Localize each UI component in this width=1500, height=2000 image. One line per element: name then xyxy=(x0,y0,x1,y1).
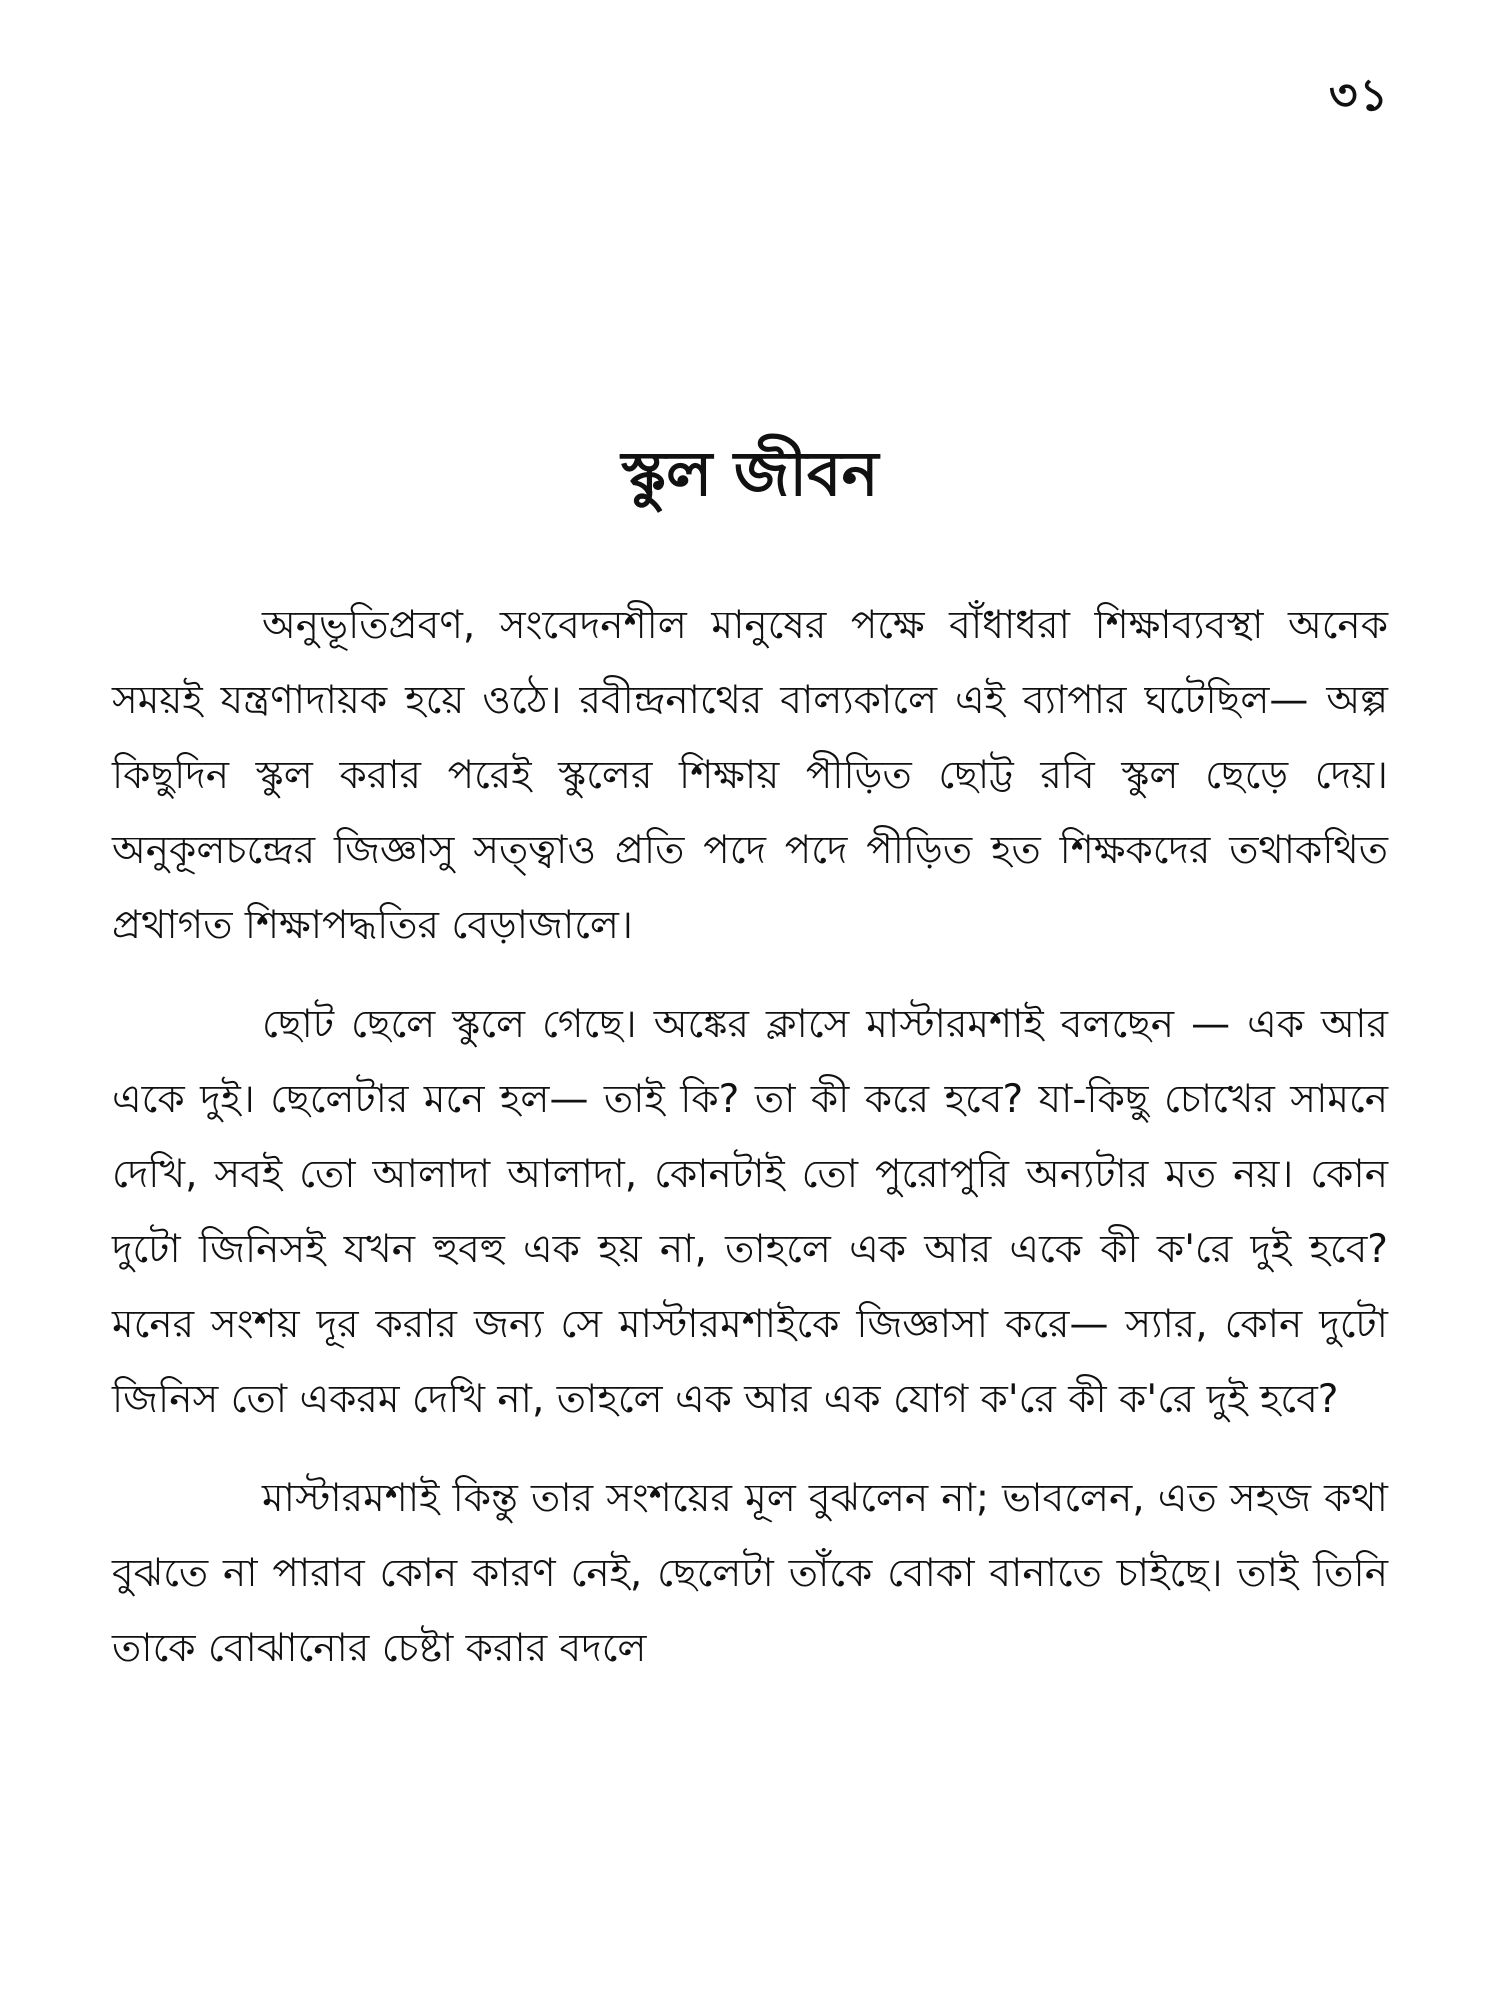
paragraph-3: মাস্টারমশাই কিন্তু তার সংশয়ের মূল বুঝলেন না; ভাবলেন, এত সহজ কথা বুঝতে না পারাব কোন কারণ নেই, ছেলেটা তাঁকে বোকা বানাতে চাইছে। তাই তিনি তাকে বোঝানোর চেষ্টা করার বদলে xyxy=(112,1476,1388,1671)
body-text xyxy=(112,588,1388,1710)
paragraph-1: অনুভূতিপ্রবণ, সংবেদনশীল মানুষের পক্ষে বাঁধাধরা শিক্ষাব্যবস্থা অনেক সময়ই যন্ত্রণাদায়ক হয়ে ওঠে। রবীন্দ্রনাথের বাল্যকালে এই ব্যাপার ঘটেছিল— অল্প কিছুদিন স্কুল করার পরেই স্কুলের শিক্ষায় পীড়িত ছোট্ট রবি স্কুল ছেড়ে দেয়। অনুকূলচন্দ্রের জিজ্ঞাসু সত্ত্বাও প্রতি পদে পদে পীড়িত হত শিক্ষকদের তথাকথিত প্রথাগত শিক্ষাপদ্ধতির বেড়াজালে। xyxy=(112,603,1388,948)
chapter-title: স্কুল জীবন xyxy=(621,436,879,510)
paragraph-2: ছোট ছেলে স্কুলে গেছে। অঙ্কের ক্লাসে মাস্টারমশাই বলছেন — এক আর একে দুই। ছেলেটার মনে হল— তাই কি? তা কী করে হবে? যা-কিছু চোখের সামনে দেখি, সবই তো আলাদা আলাদা, কোনটাই তো পুরোপুরি অন্যটার মত নয়। কোন দুটো জিনিসই যখন হুবহু এক হয় না, তাহলে এক আর একে কী ক'রে দুই হবে? মনের সংশয় দূর করার জন্য সে মাস্টারমশাইকে জিজ্ঞাসা করে— স্যার, কোন দুটো জিনিস তো একরম দেখি না, তাহলে এক আর এক যোগ ক'রে কী ক'রে দুই হবে? xyxy=(112,1002,1388,1422)
page-number: ৩১ xyxy=(1328,70,1390,121)
